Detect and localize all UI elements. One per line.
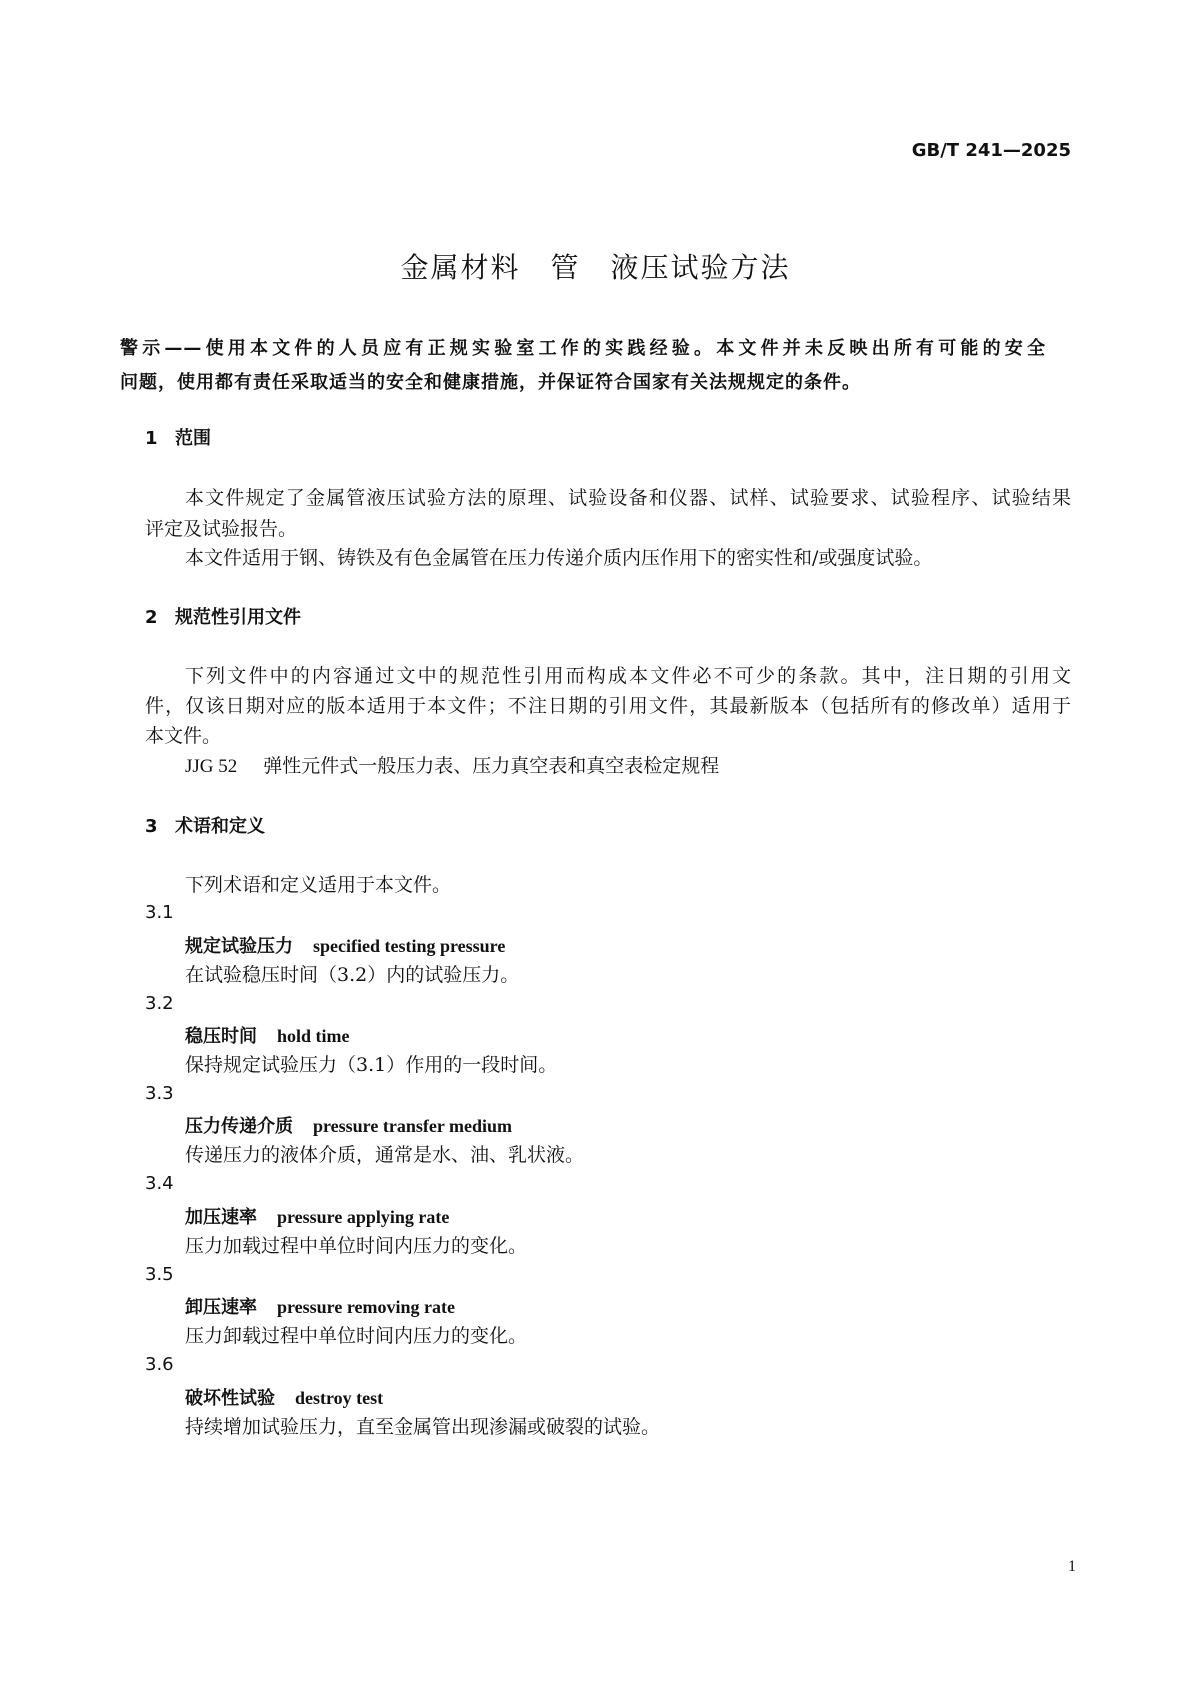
term-chinese: 加压速率 [185,1207,257,1228]
section-number: 1 [145,428,158,449]
term-number: 3.3 [145,1083,174,1104]
section-1-heading [145,424,211,450]
term-definition: 持续增加试验压力，直至金属管出现渗漏或破裂的试验。 [185,1416,661,1438]
section-2-paragraph-line-2: 件，仅该日期对应的版本适用于本文件；不注日期的引用文件，其最新版本（包括所有的修改单）适用于 [145,695,1071,717]
section-1-paragraph-1-line-1: 本文件规定了金属管液压试验方法的原理、试验设备和仪器、试样、试验要求、试验程序、试验结果 [185,487,1071,509]
term-english: pressure transfer medium [313,1116,512,1136]
term-entry [185,932,505,958]
term-number: 3.1 [145,902,174,923]
reference-title: 弹性元件式一般压力表、压力真空表和真空表检定规程 [263,755,720,777]
section-1-paragraph-1-line-2: 评定及试验报告。 [145,518,298,540]
term-definition: 传递压力的液体介质，通常是水、油、乳状液。 [185,1144,585,1166]
term-chinese: 压力传递介质 [185,1116,293,1137]
term-definition: 压力卸载过程中单位时间内压力的变化。 [185,1325,528,1347]
term-chinese: 卸压速率 [185,1297,257,1318]
term-chinese: 规定试验压力 [185,936,293,957]
section-3-intro: 下列术语和定义适用于本文件。 [185,874,452,896]
term-english: pressure applying rate [277,1207,450,1227]
term-definition: 在试验稳压时间（3.2）内的试验压力。 [185,964,520,986]
warning-line-2: 问题，使用都有责任采取适当的安全和健康措施，并保证符合国家有关法规规定的条件。 [120,372,861,393]
section-2-paragraph-line-3: 本文件。 [145,725,222,747]
section-title: 范围 [175,428,211,449]
term-english: destroy test [295,1388,384,1408]
normative-reference [185,751,719,778]
term-english: hold time [277,1026,350,1046]
section-number: 2 [145,607,158,628]
term-entry [185,1022,350,1048]
term-entry [185,1203,449,1229]
section-1-paragraph-2: 本文件适用于钢、铸铁及有色金属管在压力传递介质内压作用下的密实性和/或强度试验。 [185,547,933,569]
term-definition: 压力加载过程中单位时间内压力的变化。 [185,1235,528,1257]
term-entry [185,1112,512,1138]
section-title: 术语和定义 [175,816,265,837]
term-chinese: 破坏性试验 [185,1388,275,1409]
term-entry [185,1293,455,1319]
section-3-heading [145,812,265,838]
term-english: specified testing pressure [313,936,506,956]
term-number: 3.6 [145,1354,174,1375]
document-title: 金属材料 管 液压试验方法 [400,251,791,284]
page-number: 1 [1068,1558,1076,1575]
section-number: 3 [145,816,158,837]
term-number: 3.5 [145,1264,174,1285]
section-2-paragraph-line-1: 下列文件中的内容通过文中的规范性引用而构成本文件必不可少的条款。其中，注日期的引用文 [185,665,1071,687]
term-number: 3.2 [145,993,174,1014]
term-english: pressure removing rate [277,1297,455,1317]
section-2-heading [145,603,301,629]
section-title: 规范性引用文件 [175,607,301,628]
term-chinese: 稳压时间 [185,1026,257,1047]
term-entry [185,1384,383,1410]
reference-code: JJG 52 [185,756,238,777]
term-number: 3.4 [145,1173,174,1194]
document-code: GB/T 241—2025 [911,140,1071,161]
term-definition: 保持规定试验压力（3.1）作用的一段时间。 [185,1054,558,1076]
warning-line-1: 警示——使用本文件的人员应有正规实验室工作的实践经验。本文件并未反映出所有可能的安全 [120,338,1046,359]
